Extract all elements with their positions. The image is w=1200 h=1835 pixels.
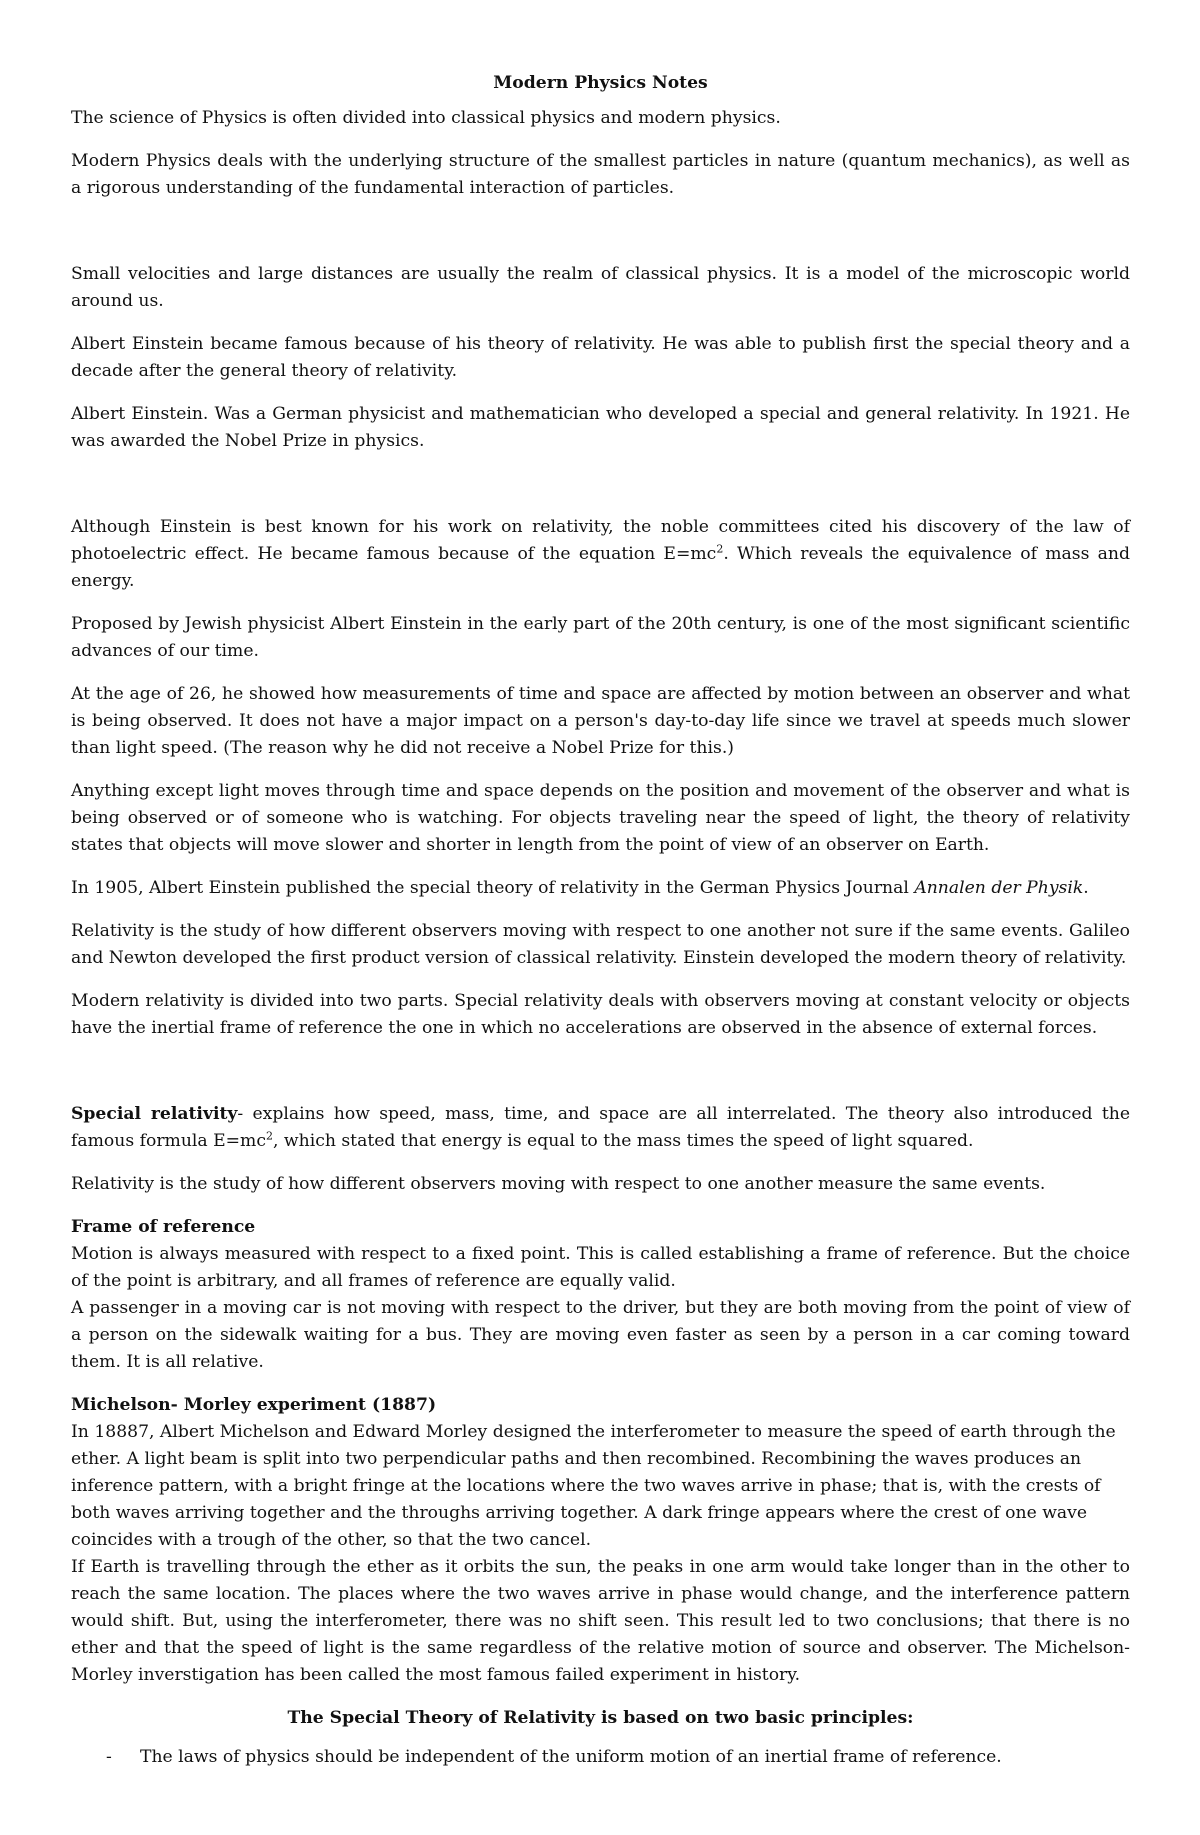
section-heading: Michelson- Morley experiment (1887) xyxy=(71,1395,437,1415)
principles-heading: The Special Theory of Relativity is based on two basic principles: xyxy=(287,1708,914,1728)
paragraph-annalen xyxy=(71,875,1130,902)
paragraph: Albert Einstein. Was a German physicist and mathematician who developed a special and general relativity. In 1921. He was awarded the Nobel Prize in physics. xyxy=(71,404,1130,451)
paragraph: Albert Einstein became famous because of his theory of relativity. He was able to publish first the special theory and a decade after the general theory of relativity. xyxy=(71,334,1130,381)
paragraph: At the age of 26, he showed how measurements of time and space are affected by motion between an observer and what is being observed. It does not have a major impact on a person's day-to-day life since we travel at speeds much slower than light speed. (The reason why he did not receive a Nobel Prize for this.) xyxy=(71,684,1130,758)
text-run: . xyxy=(1083,878,1089,898)
principles-list xyxy=(71,1744,1130,1771)
spacer xyxy=(71,471,1130,514)
list-item-text: The laws of physics should be independent of the uniform motion of an inertial frame of reference. xyxy=(140,1747,1002,1767)
spacer xyxy=(71,1058,1130,1101)
paragraph: The science of Physics is often divided into classical physics and modern physics. xyxy=(71,108,781,128)
term-special-relativity: Special relativity xyxy=(71,1104,238,1124)
section-heading: Frame of reference xyxy=(71,1217,256,1237)
dash-bullet: - xyxy=(106,1747,112,1767)
paragraph: A passenger in a moving car is not moving with respect to the driver, but they are both moving from the point of view of a person on the sidewalk waiting for a bus. They are moving even faster as seen by a person in a car coming toward them. It is all relative. xyxy=(71,1298,1130,1372)
list-item xyxy=(106,1744,1130,1771)
paragraph: Anything except light moves through time and space depends on the position and movement of the observer and what is being observed or of someone who is watching. For objects traveling near the speed of light, the theory of relativity states that objects will move slower and shorter in length from the point of view of an observer on Earth. xyxy=(71,781,1130,855)
paragraph: Relativity is the study of how different observers moving with respect to one another measure the same events. xyxy=(71,1174,1046,1194)
superscript: 2 xyxy=(716,542,724,556)
page-title: Modern Physics Notes xyxy=(493,73,708,93)
section-michelson-morley xyxy=(71,1392,1130,1689)
text-run: . Which reveals the equivalence of mass and energy. xyxy=(71,544,1130,591)
paragraph: Relativity is the study of how different observers moving with respect to one another not sure if the same events. Galileo and Newton developed the first product version of classical relativity. Einstein developed the modern theory of relativity. xyxy=(71,921,1130,968)
paragraph-emc2 xyxy=(71,514,1130,595)
paragraph: Modern Physics deals with the underlying structure of the smallest particles in nature (quantum mechanics), as well as a rigorous understanding of the fundamental interaction of particles. xyxy=(71,151,1130,198)
paragraph: In 18887, Albert Michelson and Edward Morley designed the interferometer to measure the speed of earth through the ether. A light beam is split into two perpendicular paths and then recombined. Recombining the waves produces an inference pattern, with a bright fringe at the locations where the two waves arrive in phase; that is, with the crests of both waves arriving together and the throughs arriving together. A dark fringe appears where the crest of one wave coincides with a trough of the other, so that the two cancel. xyxy=(71,1422,1116,1550)
paragraph: Motion is always measured with respect to a fixed point. This is called establishing a frame of reference. But the choice of the point is arbitrary, and all frames of reference are equally valid. xyxy=(71,1244,1130,1291)
paragraph: Small velocities and large distances are usually the realm of classical physics. It is a model of the microscopic world around us. xyxy=(71,264,1130,311)
text-run: - explains how speed, mass, time, and space are all interrelated. The theory also introduced the famous formula E=mc xyxy=(71,1104,1130,1151)
text-run: , which stated that energy is equal to the mass times the speed of light squared. xyxy=(272,1131,974,1151)
journal-name: Annalen der Physik xyxy=(914,878,1084,898)
superscript: 2 xyxy=(265,1129,273,1143)
paragraph: Proposed by Jewish physicist Albert Einstein in the early part of the 20th century, is one of the most significant scientific advances of our time. xyxy=(71,614,1130,661)
section-frame-of-reference xyxy=(71,1214,1130,1376)
paragraph-special-relativity xyxy=(71,1101,1130,1155)
text-run: Although Einstein is best known for his work on relativity, the noble committees cited his discovery of the law of photoelectric effect. He became famous because of the equation E=mc xyxy=(71,517,1130,564)
text-run: In 1905, Albert Einstein published the special theory of relativity in the German Physics Journal xyxy=(71,878,915,898)
paragraph: If Earth is travelling through the ether as it orbits the sun, the peaks in one arm would take longer than in the other to reach the same location. The places where the two waves arrive in phase would change, and the interference pattern would shift. But, using the interferometer, there was no shift seen. This result led to two conclusions; that there is no ether and that the speed of light is the same regardless of the relative motion of source and observer. The Michelson-Morley inverstigation has been called the most famous failed experiment in history. xyxy=(71,1557,1130,1685)
spacer xyxy=(71,218,1130,261)
paragraph: Modern relativity is divided into two parts. Special relativity deals with observers moving at constant velocity or objects have the inertial frame of reference the one in which no accelerations are observed in the absence of external forces. xyxy=(71,991,1130,1038)
